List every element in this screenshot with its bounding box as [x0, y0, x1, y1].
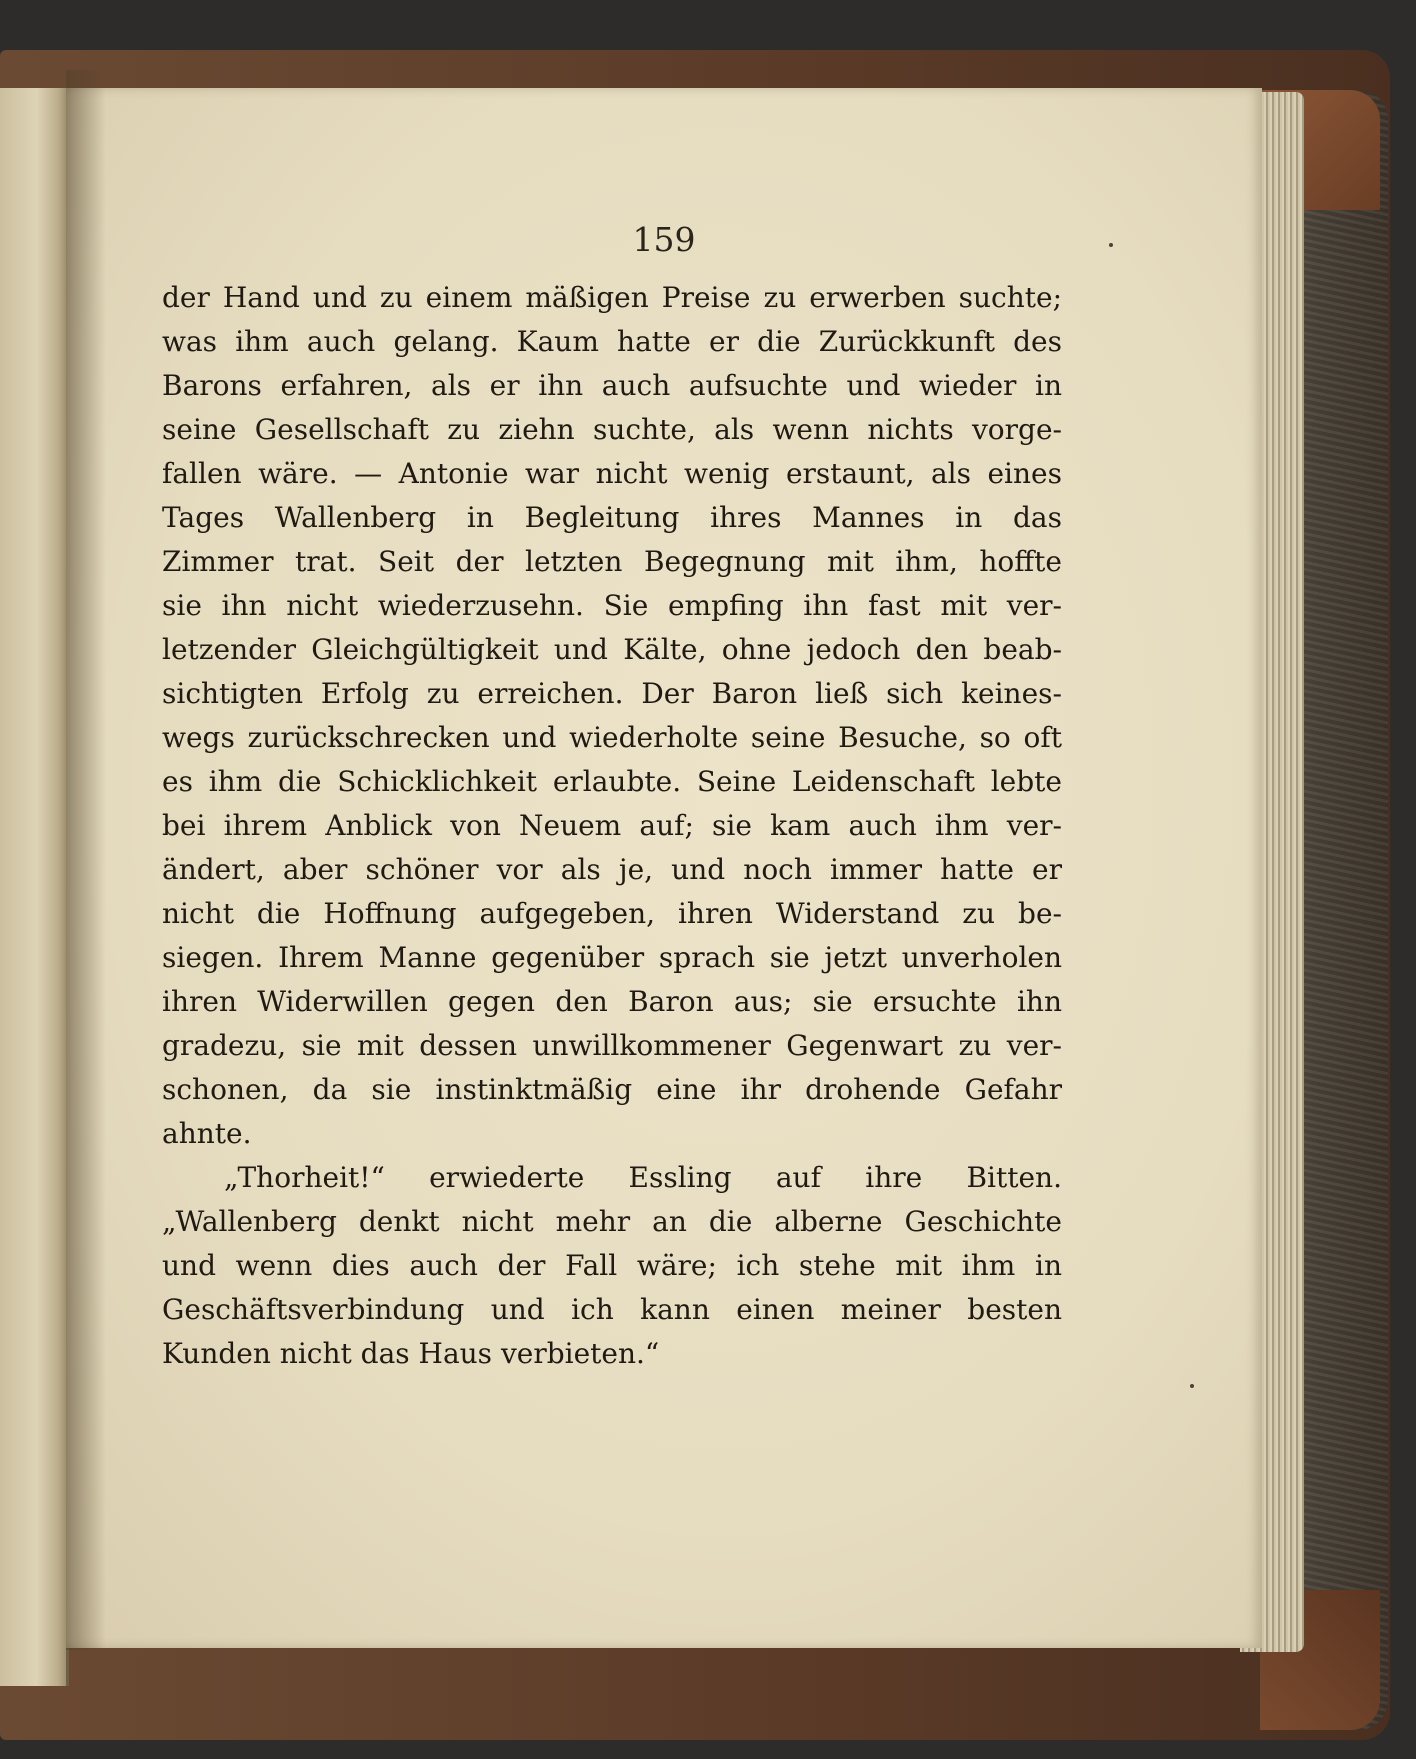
text-line: letzender Gleichgültigkeit und Kälte, ohne jedoch den beab-	[162, 633, 1062, 666]
text-line: siegen. Ihrem Manne gegenüber sprach sie jetzt unverholen	[162, 941, 1062, 974]
text-line: schonen, da sie instinktmäßig eine ihr drohende Gefahr	[162, 1073, 1062, 1106]
text-line: Kunden nicht das Haus verbieten.“	[162, 1337, 660, 1370]
text-line: Tages Wallenberg in Begleitung ihres Mannes in das	[162, 501, 1062, 534]
paper-speck	[1109, 243, 1113, 247]
book-page	[66, 88, 1262, 1648]
text-line: ändert, aber schöner vor als je, und noch immer hatte er	[162, 853, 1062, 886]
text-line: Geschäftsverbindung und ich kann einen meiner besten	[162, 1293, 1062, 1326]
text-line: bei ihrem Anblick von Neuem auf; sie kam auch ihm ver-	[162, 809, 1062, 842]
text-line: sie ihn nicht wiederzusehn. Sie empfing ihn fast mit ver-	[162, 589, 1062, 622]
page-number: 159	[632, 220, 696, 259]
text-line: fallen wäre. — Antonie war nicht wenig erstaunt, als eines	[162, 457, 1062, 490]
text-line: seine Gesellschaft zu ziehn suchte, als wenn nichts vorge-	[162, 413, 1062, 446]
text-line: was ihm auch gelang. Kaum hatte er die Zurückkunft des	[162, 325, 1062, 358]
text-line: wegs zurückschrecken und wiederholte seine Besuche, so oft	[162, 721, 1062, 754]
text-line: gradezu, sie mit dessen unwillkommener Gegenwart zu ver-	[162, 1029, 1062, 1062]
text-line: Zimmer trat. Seit der letzten Begegnung mit ihm, hoffte	[162, 545, 1062, 578]
text-line: sichtigten Erfolg zu erreichen. Der Baron ließ sich keines-	[162, 677, 1062, 710]
text-line: der Hand und zu einem mäßigen Preise zu erwerben suchte;	[162, 281, 1062, 314]
text-line: Barons erfahren, als er ihn auch aufsuchte und wieder in	[162, 369, 1062, 402]
text-line: ihren Widerwillen gegen den Baron aus; sie ersuchte ihn	[162, 985, 1062, 1018]
page-text	[162, 276, 1062, 1376]
text-line: nicht die Hoffnung aufgegeben, ihren Widerstand zu be-	[162, 897, 1062, 930]
gutter-shadow	[66, 70, 106, 1650]
left-page-edge	[0, 88, 69, 1686]
text-line: ahnte.	[162, 1117, 252, 1150]
text-line: und wenn dies auch der Fall wäre; ich stehe mit ihm in	[162, 1249, 1062, 1282]
text-line: „Wallenberg denkt nicht mehr an die alberne Geschichte	[162, 1205, 1062, 1238]
text-line: „Thorheit!“ erwiederte Essling auf ihre Bitten.	[224, 1161, 1062, 1194]
paper-speck	[1190, 1384, 1194, 1388]
text-line: es ihm die Schicklichkeit erlaubte. Seine Leidenschaft lebte	[162, 765, 1062, 798]
